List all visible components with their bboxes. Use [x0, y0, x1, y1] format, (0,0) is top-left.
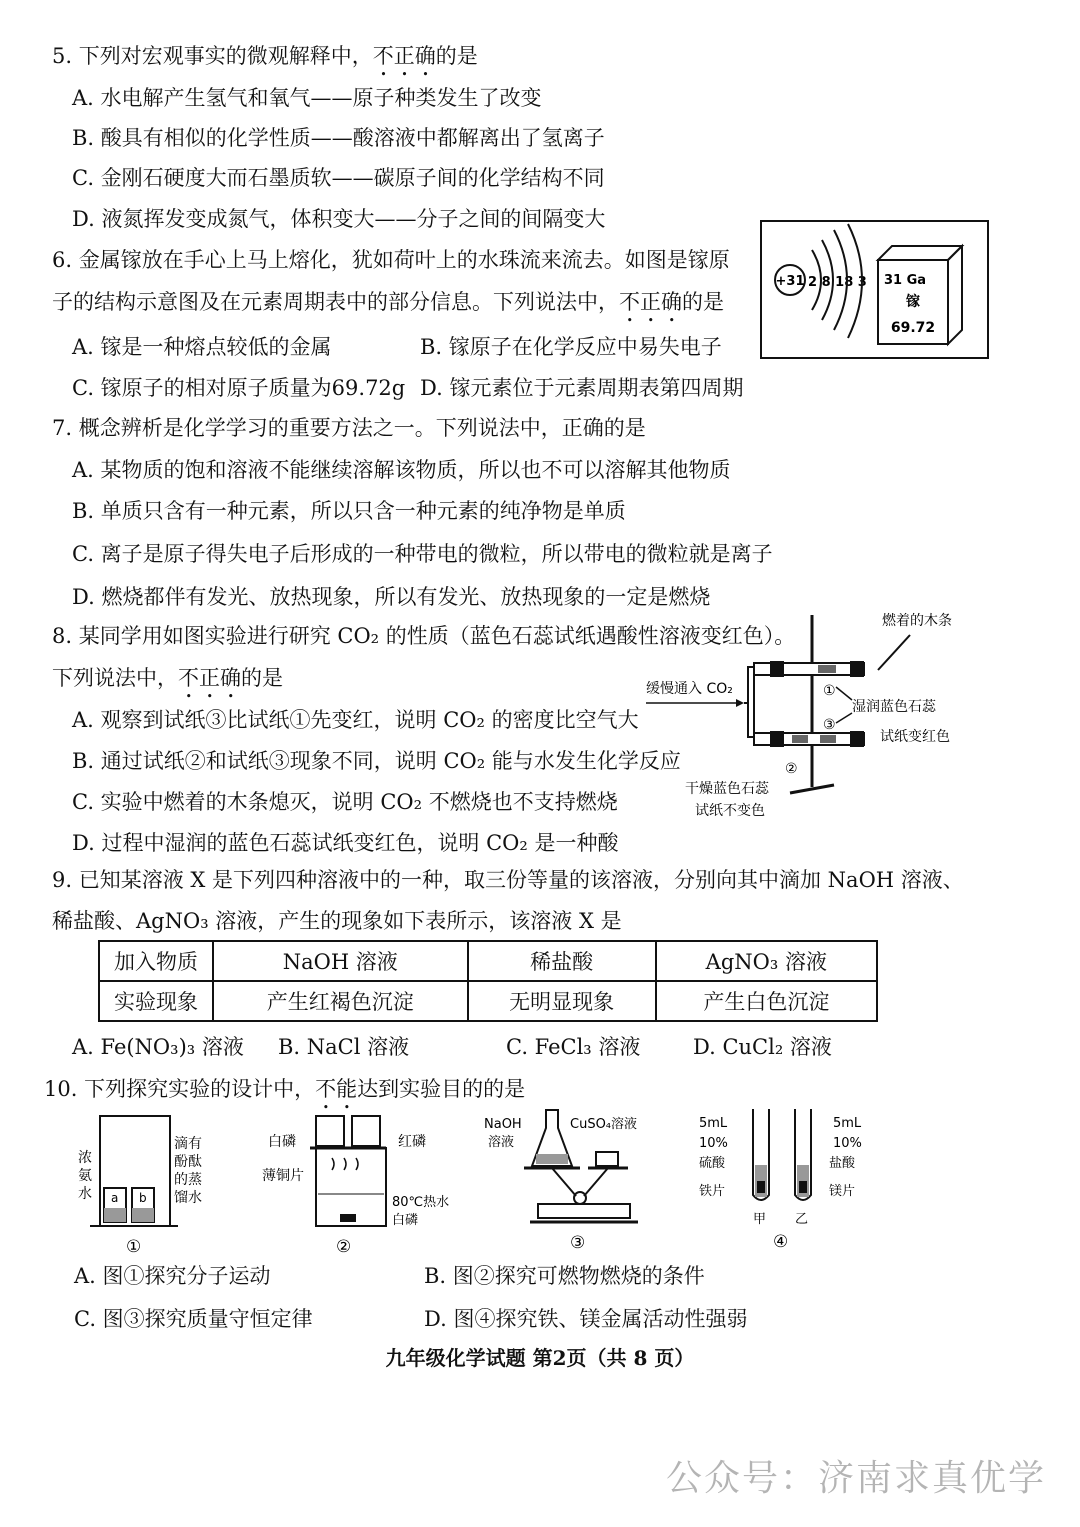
q9-option-d: D. CuCl₂ 溶液 — [693, 1035, 832, 1059]
fig3-flask-liquid — [536, 1154, 568, 1164]
fig3-label-naoh-1: NaOH — [484, 1117, 522, 1132]
table-cell: AgNO₃ 溶液 — [656, 941, 877, 981]
marker-3: ③ — [823, 717, 836, 733]
fig3-number: ③ — [570, 1233, 586, 1253]
element-mass: 69.72 — [890, 320, 936, 336]
q5-option-b: B. 酸具有相似的化学性质——酸溶液中都解离出了氢离子 — [72, 126, 605, 150]
fig2-steam — [332, 1158, 358, 1170]
fig4-label-r1: 5mL — [833, 1116, 862, 1131]
fig4-number: ④ — [773, 1232, 789, 1252]
q5-stem-emph: 不正确 — [372, 44, 436, 68]
fig3-pivot — [574, 1192, 586, 1204]
q9-option-c: C. FeCl₃ 溶液 — [506, 1035, 641, 1059]
q8-stem-post: 的是 — [241, 666, 283, 690]
co2-apparatus-figure — [640, 605, 970, 830]
q10-option-a: A. 图①探究分子运动 — [74, 1264, 271, 1288]
q7-option-b: B. 单质只含有一种元素，所以只含一种元素的纯净物是单质 — [72, 499, 626, 523]
q10-figure-2 — [260, 1110, 460, 1260]
q8-option-c: C. 实验中燃着的木条熄灭，说明 CO₂ 不燃烧也不支持燃烧 — [72, 790, 618, 814]
fig4-label-r4: 镁片 — [829, 1184, 856, 1199]
paper-2 — [792, 735, 808, 743]
q7-option-d: D. 燃烧都伴有发光、放热现象，所以有发光、放热现象的一定是燃烧 — [72, 585, 711, 609]
q8-option-a: A. 观察到试纸③比试纸①先变红，说明 CO₂ 的密度比空气大 — [72, 708, 639, 732]
fig1-label-right-2: 酚酞 — [174, 1154, 202, 1170]
q6-stem-pre: 子的结构示意图及在元素周期表中的部分信息。下列说法中， — [52, 290, 619, 314]
marker-2: ② — [785, 761, 798, 777]
fig3-label-naoh-2: 溶液 — [488, 1135, 515, 1150]
table-cell: 实验现象 — [99, 981, 213, 1021]
burning-stick — [878, 635, 910, 670]
paper-3 — [820, 735, 836, 743]
fig4-iron-strip — [757, 1181, 765, 1193]
q5-number: 5. — [52, 44, 73, 68]
fig1-label-left-1: 浓 — [78, 1150, 92, 1166]
fig3-balance-base — [538, 1204, 630, 1218]
fig3-support-left — [552, 1168, 576, 1196]
q5-stem-pre: 下列对宏观事实的微观解释中， — [78, 44, 373, 68]
fig3-support-right — [584, 1168, 608, 1196]
wet-paper-leader-2 — [836, 713, 852, 723]
fig3-label-cuso4: CuSO₄溶液 — [570, 1117, 638, 1132]
fig1-label-right-3: 的蒸 — [174, 1172, 202, 1188]
fig1-liquid-b — [132, 1208, 154, 1222]
fig2-label-white-p-2: 白磷 — [392, 1213, 419, 1228]
q10-option-d: D. 图④探究铁、镁金属活动性强弱 — [424, 1307, 748, 1331]
bottom-stopper-right — [850, 731, 864, 747]
q8-stem-emph: 不正确 — [178, 666, 241, 690]
fig4-mg-strip — [799, 1181, 807, 1193]
q10-stem-emph: 不能 — [315, 1077, 358, 1101]
q10-figure-4 — [695, 1105, 875, 1260]
fig1-label-left-3: 水 — [78, 1186, 92, 1202]
fig1-liquid-a — [104, 1208, 126, 1222]
table-cell: 产生红褐色沉淀 — [213, 981, 468, 1021]
fig2-white-p-underwater — [340, 1214, 356, 1222]
wet-paper-label-1: 湿润蓝色石蕊 — [852, 699, 936, 715]
q5-option-d: D. 液氮挥发变成氮气，体积变大——分子之间的间隔变大 — [72, 207, 606, 231]
q7-option-a: A. 某物质的饱和溶液不能继续溶解该物质，所以也不可以溶解其他物质 — [72, 458, 731, 482]
fig2-tube-left — [316, 1116, 344, 1146]
fig3-weights — [596, 1152, 618, 1166]
fig1-label-right-4: 馏水 — [174, 1190, 202, 1206]
q6-stem-line1: 6. 金属镓放在手心上马上熔化，犹如荷叶上的水珠流来流去。如图是镓原 — [52, 248, 730, 272]
q5-option-a: A. 水电解产生氢气和氧气——原子种类发生了改变 — [72, 86, 542, 110]
fig2-tube-right — [352, 1116, 380, 1146]
dry-paper-label-1: 干燥蓝色石蕊 — [685, 781, 769, 797]
table-row — [99, 941, 877, 981]
element-number-symbol: 31 Ga — [884, 273, 927, 288]
q5-stem-post: 的是 — [435, 44, 478, 68]
wet-paper-leader — [836, 687, 852, 700]
q6-stem-post: 的是 — [682, 290, 724, 314]
bottom-stopper-left — [770, 731, 784, 747]
q7-stem: 7. 概念辨析是化学学习的重要方法之一。下列说法中，正确的是 — [52, 416, 646, 440]
fig4-label-l1: 5mL — [699, 1116, 728, 1131]
fig2-label-white-p: 白磷 — [268, 1134, 296, 1150]
fig1-label-left-2: 氨 — [78, 1168, 92, 1184]
fig4-label-l4: 铁片 — [699, 1184, 726, 1199]
q9-stem-line1: 9. 已知某溶液 X 是下列四种溶液中的一种，取三份等量的该溶液，分别向其中滴加 NaOH 溶液、 — [52, 868, 964, 892]
wet-paper-label-2: 试纸变红色 — [880, 729, 950, 745]
element-name: 镓 — [906, 294, 920, 310]
table-cell: 无明显现象 — [468, 981, 656, 1021]
q10-option-c: C. 图③探究质量守恒定律 — [74, 1307, 313, 1331]
gallium-figure — [760, 220, 990, 360]
q8-option-d: D. 过程中湿润的蓝色石蕊试纸变红色，说明 CO₂ 是一种酸 — [72, 831, 619, 855]
element-cell — [878, 246, 962, 344]
q6-option-d: D. 镓元素位于元素周期表第四周期 — [420, 376, 744, 400]
fig1-label-a: a — [111, 1191, 119, 1205]
q6-stem-emph: 不正确 — [619, 290, 682, 314]
watermark: 公众号：济南求真优学 — [665, 1458, 1046, 1499]
co2-inlet-label: 缓慢通入 CO₂ — [646, 681, 733, 697]
nucleus-label: +31 — [775, 274, 805, 289]
table-cell: 加入物质 — [99, 941, 213, 981]
q10-stem — [44, 1075, 525, 1114]
fig1-number: ① — [126, 1237, 142, 1257]
left-vertical-tube — [748, 667, 754, 737]
q9-option-b: B. NaCl 溶液 — [278, 1035, 410, 1059]
fig2-label-hot-water: 80℃热水 — [392, 1195, 450, 1210]
q6-option-a: A. 镓是一种熔点较低的金属 — [72, 335, 332, 359]
fig2-label-red-p: 红磷 — [398, 1134, 426, 1150]
q6-option-b: B. 镓原子在化学反应中易失电子 — [420, 335, 722, 359]
inlet-arrowhead — [736, 699, 744, 707]
table-cell: 稀盐酸 — [468, 941, 656, 981]
q10-figure-1 — [70, 1110, 220, 1260]
table-row — [99, 981, 877, 1021]
burning-stick-label: 燃着的木条 — [882, 613, 952, 629]
fig1-label-right-1: 滴有 — [174, 1136, 202, 1152]
fig4-label-r2: 10% — [833, 1136, 862, 1151]
q8-stem-line1: 8. 某同学用如图实验进行研究 CO₂ 的性质（蓝色石蕊试纸遇酸性溶液变红色）。 — [52, 624, 796, 648]
q6-option-c: C. 镓原子的相对原子质量为69.72g — [72, 376, 406, 400]
marker-1: ① — [823, 683, 836, 699]
table-cell: NaOH 溶液 — [213, 941, 468, 981]
q10-figure-3 — [480, 1100, 680, 1260]
top-stopper-left — [770, 661, 784, 677]
fig2-label-copper: 薄铜片 — [262, 1168, 304, 1184]
fig4-label-r3: 盐酸 — [829, 1156, 856, 1171]
paper-1 — [818, 665, 836, 673]
q5-stem — [52, 42, 478, 81]
q9-option-a: A. Fe(NO₃)₃ 溶液 — [72, 1035, 244, 1059]
top-stopper-right — [850, 661, 864, 677]
q7-option-c: C. 离子是原子得失电子后形成的一种带电的微粒，所以带电的微粒就是离子 — [72, 542, 773, 566]
fig4-label-l2: 10% — [699, 1136, 728, 1151]
fig4-label-yi: 乙 — [795, 1212, 809, 1227]
q10-option-b: B. 图②探究可燃物燃烧的条件 — [424, 1264, 705, 1288]
q9-observation-table — [98, 940, 878, 1022]
fig4-label-l3: 硫酸 — [699, 1156, 726, 1171]
q10-stem-post: 达到实验目的的是 — [357, 1077, 526, 1101]
q8-stem-line2 — [52, 664, 283, 703]
q5-option-c: C. 金刚石硬度大而石墨质软——碳原子间的化学结构不同 — [72, 166, 605, 190]
electron-shells-label: 2 8 18 3 — [808, 275, 867, 290]
page-footer: 九年级化学试题 第2页（共 8 页） — [385, 1346, 695, 1370]
q8-stem-pre: 下列说法中， — [52, 666, 178, 690]
dry-paper-label-2: 试纸不变色 — [695, 803, 765, 819]
table-cell: 产生白色沉淀 — [656, 981, 877, 1021]
q10-stem-pre: 10. 下列探究实验的设计中， — [44, 1077, 316, 1101]
fig4-label-jia: 甲 — [753, 1212, 767, 1227]
q8-option-b: B. 通过试纸②和试纸③现象不同，说明 CO₂ 能与水发生化学反应 — [72, 749, 681, 773]
q9-stem-line2: 稀盐酸、AgNO₃ 溶液，产生的现象如下表所示，该溶液 X 是 — [52, 909, 622, 933]
fig1-label-b: b — [139, 1191, 147, 1205]
fig2-number: ② — [336, 1237, 352, 1257]
q6-stem-line2 — [52, 288, 724, 327]
